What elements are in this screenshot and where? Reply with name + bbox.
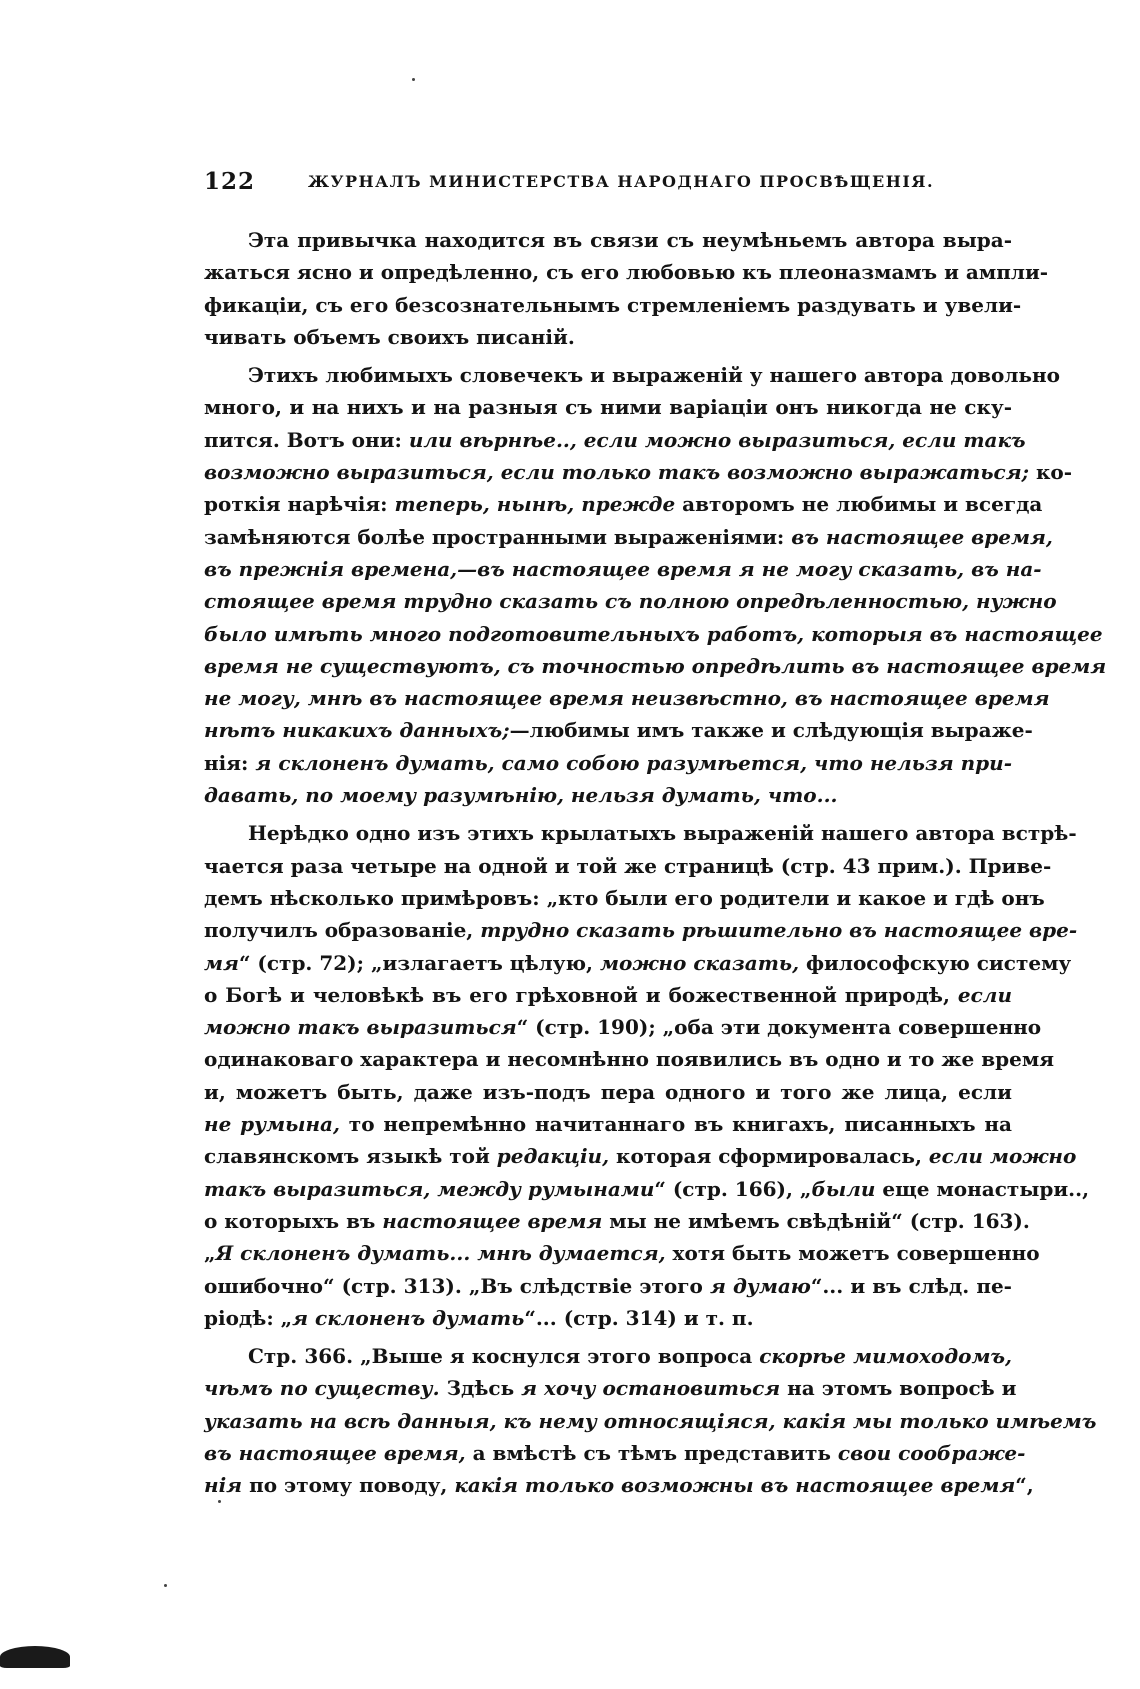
italic-text: чѣмъ по существу. (204, 1376, 440, 1401)
italic-text: были (811, 1176, 876, 1201)
roman-text: Этихъ любимыхъ словечекъ и выраженій у нашего автора довольно (248, 363, 1060, 388)
roman-text: пится. Вотъ они: (204, 427, 409, 452)
italic-text: если можно (928, 1144, 1077, 1169)
text-line (204, 1437, 1026, 1469)
italic-text: стоящее время трудно сказать съ полною опредѣленностью, нужно (204, 589, 1057, 614)
italic-text: какія только возможны въ настоящее время (454, 1473, 1016, 1498)
text-line (204, 947, 1072, 979)
italic-text: не румына, (204, 1112, 340, 1137)
roman-text: по этому поводу, (242, 1473, 455, 1498)
italic-text: въ прежнія времена,—въ настоящее время я не могу сказать, въ на- (204, 556, 1042, 581)
italic-text: не могу, мнѣ въ настоящее время неизвѣстно, въ настоящее время (204, 686, 1050, 711)
running-title: ЖУРНАЛЪ МИНИСТЕРСТВА НАРОДНАГО ПРОСВѢЩЕНІЯ. (308, 172, 935, 191)
text-line (204, 817, 1077, 849)
ink-speck (412, 78, 415, 81)
roman-text: философскую систему (799, 950, 1072, 975)
roman-text: а вмѣстѣ съ тѣмъ представить (465, 1440, 838, 1465)
italic-text: въ настоящее время, (204, 1440, 466, 1465)
roman-text: “ (стр. 190); „оба эти документа совершенно (516, 1015, 1042, 1040)
italic-text: теперь, нынѣ, прежде (394, 492, 676, 517)
text-line (204, 850, 1052, 882)
roman-text: демъ нѣсколько примѣровъ: „кто были его родители и какое и гдѣ онъ (204, 885, 1045, 910)
roman-text: “... и въ слѣд. пе- (810, 1273, 1012, 1298)
roman-text: ріодѣ: „ (204, 1305, 293, 1330)
text-line (204, 1108, 1012, 1140)
text-line (204, 1405, 1097, 1437)
roman-text: фикаціи, съ его безсознательнымъ стремленіемъ раздувать и увели- (204, 292, 1022, 317)
roman-text: о которыхъ въ (204, 1208, 383, 1233)
italic-text: я склоненъ думать, само собою разумѣется, что нельзя при- (255, 750, 1013, 775)
italic-text: настоящее время (382, 1208, 603, 1233)
text-line (204, 521, 1053, 553)
text-line (204, 256, 1049, 288)
roman-text: ошибочно“ (стр. 313). „Въ слѣдствіе этого (204, 1273, 710, 1298)
text-line (204, 1270, 1012, 1302)
roman-text: жаться ясно и опредѣленно, съ его любовью къ плеоназмамъ и ампли- (204, 260, 1049, 285)
italic-text: такъ выразиться, между румынами (204, 1176, 655, 1201)
italic-text: или вѣрнѣе.., если можно выразиться, если такъ (408, 427, 1026, 452)
italic-text: я склоненъ думать (292, 1305, 525, 1330)
text-line (204, 714, 1033, 746)
italic-text: мя (204, 950, 239, 975)
roman-text: “ (стр. 72); „излагаетъ цѣлую, (238, 950, 600, 975)
roman-text: хотя быть можетъ совершенно (665, 1241, 1040, 1266)
italic-text: редакціи, (496, 1144, 610, 1169)
text-line (204, 779, 1012, 811)
text-line (204, 456, 1073, 488)
italic-text: я думаю (709, 1273, 811, 1298)
roman-text: роткія нарѣчія: (204, 492, 395, 517)
roman-text: много, и на нихъ и на разныя съ ними варіаціи онъ никогда не ску- (204, 395, 1012, 420)
italic-text: нія (204, 1473, 243, 1498)
roman-text: Нерѣдко одно изъ этихъ крылатыхъ выраженій нашего автора встрѣ- (248, 821, 1077, 846)
roman-text: которая сформировалась, (609, 1144, 929, 1169)
italic-text: можно такъ выразиться (204, 1015, 517, 1040)
page-number: 122 (204, 168, 256, 195)
roman-text: „ (204, 1241, 216, 1266)
roman-text: Стр. 366. „Выше я коснулся этого вопроса (248, 1344, 760, 1369)
ink-speck (218, 1500, 221, 1503)
italic-text: время не существуютъ, съ точностью опредѣлить въ настоящее время (204, 653, 1107, 678)
italic-text: указать на всѣ данныя, къ нему относящіяся, какія мы только имѣемъ (204, 1408, 1097, 1433)
text-line (204, 979, 1012, 1011)
roman-text: о Богѣ и человѣкѣ въ его грѣховной и божественной природѣ, (204, 982, 958, 1007)
roman-text: Эта привычка находится въ связи съ неумѣньемъ автора выра- (248, 228, 1012, 252)
roman-text: то непремѣнно начитаннаго въ книгахъ, писанныхъ на (339, 1112, 1012, 1137)
roman-text: мы не имѣемъ свѣдѣній“ (стр. 163). (602, 1208, 1030, 1233)
text-line (204, 1173, 1090, 1205)
roman-text: и, можетъ быть, даже изъ-подъ пера одного и того же лица, если (204, 1079, 1012, 1104)
text-line (204, 747, 1012, 779)
text-line (204, 1205, 1030, 1237)
text-line (204, 914, 1078, 946)
roman-text: ко- (1029, 460, 1073, 485)
roman-text: еще монастыри.., (875, 1176, 1090, 1201)
roman-text: Здѣсь (439, 1376, 522, 1401)
text-line (204, 391, 1012, 423)
roman-text: замѣняются болѣе пространными выраженіями: (204, 524, 792, 549)
roman-text: одинаковаго характера и несомнѣнно появились въ одно и то же время (204, 1047, 1054, 1072)
text-line (204, 359, 1060, 391)
italic-text: возможно выразиться, если только такъ возможно выражаться; (204, 460, 1029, 485)
text-line (204, 1076, 1012, 1108)
italic-text: можно сказать, (599, 950, 800, 975)
text-line (204, 1302, 1012, 1334)
italic-text: если (957, 982, 1012, 1007)
text-line (204, 650, 1107, 682)
text-line (204, 1469, 1034, 1501)
italic-text: давать, по моему разумѣнію, нельзя думать, что... (204, 783, 838, 808)
text-line (204, 1372, 1017, 1404)
text-line (204, 1237, 1040, 1269)
text-line (204, 289, 1022, 321)
text-line (204, 618, 1103, 650)
text-line (204, 488, 1043, 520)
roman-text: “... (стр. 314) и т. п. (524, 1305, 754, 1330)
roman-text: чивать объемъ своихъ писаній. (204, 324, 575, 349)
roman-text: нія: (204, 750, 256, 775)
roman-text: “ (стр. 166), „ (654, 1176, 812, 1201)
roman-text: чается раза четыре на одной и той же страницѣ (стр. 43 прим.). Приве- (204, 853, 1052, 878)
body-text (204, 224, 1107, 1502)
text-line (204, 224, 1012, 256)
roman-text: —любимы имъ также и слѣдующія выраже- (509, 718, 1033, 743)
italic-text: Я склоненъ думать... мнѣ думается, (215, 1241, 666, 1266)
ink-speck (164, 1584, 167, 1587)
roman-text: славянскомъ языкѣ той (204, 1144, 497, 1169)
text-line (204, 882, 1045, 914)
italic-text: свои соображе- (837, 1440, 1026, 1465)
roman-text: получилъ образованіе, (204, 918, 481, 943)
text-line (204, 682, 1050, 714)
text-line (204, 585, 1057, 617)
text-line (204, 553, 1042, 585)
roman-text: на этомъ вопросѣ и (780, 1376, 1017, 1401)
text-line (204, 424, 1026, 456)
text-line (204, 1340, 1012, 1372)
italic-text: скорѣе мимоходомъ, (759, 1344, 1012, 1369)
roman-text: “, (1015, 1473, 1034, 1498)
text-line (204, 1140, 1077, 1172)
italic-text: было имѣть много подготовительныхъ работъ, которыя въ настоящее (204, 621, 1103, 646)
roman-text: авторомъ не любимы и всегда (675, 492, 1043, 517)
italic-text: трудно сказать рѣшительно въ настоящее вре- (480, 918, 1078, 943)
text-line (204, 321, 1012, 353)
italic-text: въ настоящее время, (791, 524, 1053, 549)
page-header (204, 168, 1014, 208)
italic-text: нѣтъ никакихъ данныхъ; (204, 718, 510, 743)
ink-smudge (0, 1646, 70, 1668)
text-line (204, 1043, 1054, 1075)
text-line (204, 1011, 1042, 1043)
italic-text: я хочу остановиться (521, 1376, 781, 1401)
